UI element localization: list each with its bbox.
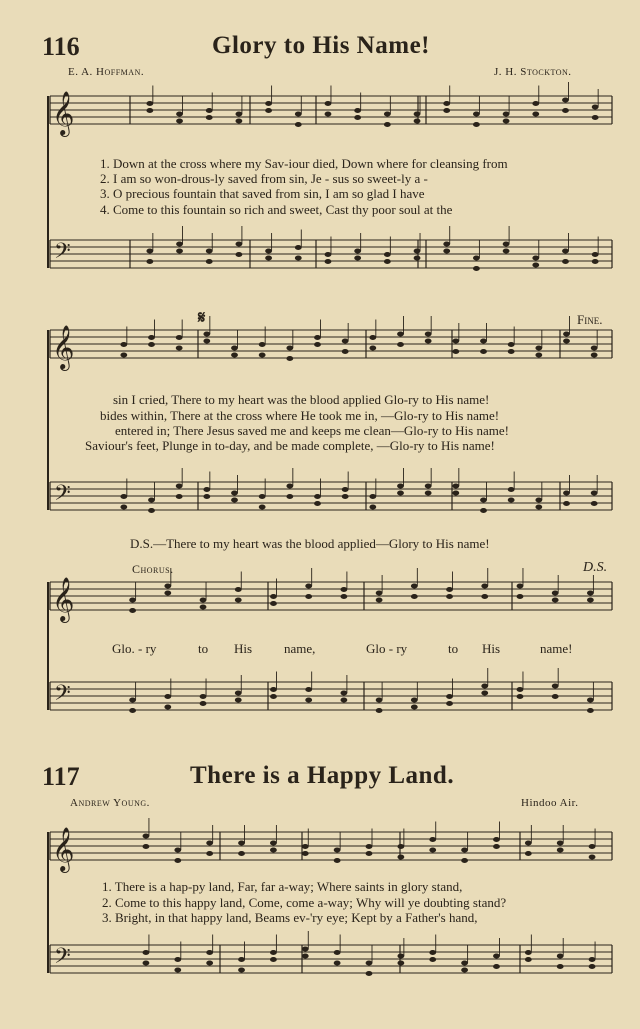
verse-line: 1. There is a hap-py land, Far, far a-way; Where saints in glory stand, (102, 879, 463, 894)
verse-line: 3. Bright, in that happy land, Beams ev-'ry eye; Kept by a Father's hand, (102, 910, 478, 925)
svg-text:𝄢: 𝄢 (54, 944, 71, 974)
chorus-word: Glo. - ry (112, 641, 157, 656)
music-credit: J. H. Stockton. (494, 66, 572, 78)
verse-line: 2. Come to this happy land, Come, come a-way; Why will ye doubting stand? (102, 895, 507, 910)
verse-line: bides within, There at the cross where He took me in, —Glo-ry to His name! (100, 408, 500, 423)
verse-line: 3. O precious fountain that saved from sin, I am so glad I have (100, 186, 425, 201)
verse-line: 4. Come to this fountain so rich and sweet, Cast thy poor soul at the (100, 202, 453, 217)
svg-text:𝄢: 𝄢 (54, 681, 71, 711)
svg-text:𝄢: 𝄢 (54, 239, 71, 269)
chorus-word: to (448, 641, 459, 656)
words-credit: E. A. Hoffman. (68, 66, 145, 78)
words-credit: Andrew Young. (70, 797, 150, 809)
verse-line: entered in; There Jesus saved me and keeps me clean—Glo-ry to His name! (115, 423, 509, 438)
chorus-word: His (482, 641, 501, 656)
ds-instruction: D.S.—There to my heart was the blood applied—Glory to His name! (130, 536, 490, 551)
svg-text:𝄞: 𝄞 (52, 577, 75, 621)
chorus-label: Chorus. (132, 562, 174, 576)
fine-mark: Fine. (577, 312, 603, 327)
svg-text:𝄞: 𝄞 (52, 91, 75, 135)
hymn-title: Glory to His Name! (212, 32, 430, 59)
chorus-word: Glo - ry (366, 641, 408, 656)
chorus-word: name! (540, 641, 573, 656)
svg-text:𝄞: 𝄞 (52, 325, 75, 369)
verse-line: sin I cried, There to my heart was the blood applied Glo-ry to His name! (113, 392, 490, 407)
hymn-number: 117 (42, 762, 80, 791)
ds-mark: D.S. (583, 560, 608, 575)
chorus-word: to (198, 641, 209, 656)
verse-line: 2. I am so won-drous-ly saved from sin, Je - sus so sweet-ly a - (100, 171, 428, 186)
svg-text:𝄞: 𝄞 (52, 827, 75, 871)
chorus-word: His (234, 641, 253, 656)
hymn-number: 116 (42, 32, 80, 61)
verse-line: 1. Down at the cross where my Sav-iour died, Down where for cleansing from (100, 156, 508, 171)
chorus-word: name, (284, 641, 316, 656)
music-credit: Hindoo Air. (521, 797, 579, 809)
hymn-title: There is a Happy Land. (190, 762, 455, 789)
svg-text:𝄢: 𝄢 (54, 481, 71, 511)
verse-line: Saviour's feet, Plunge in to-day, and be made complete, —Glo-ry to His name! (85, 438, 495, 453)
segno-sign: 𝄋 (198, 308, 206, 327)
